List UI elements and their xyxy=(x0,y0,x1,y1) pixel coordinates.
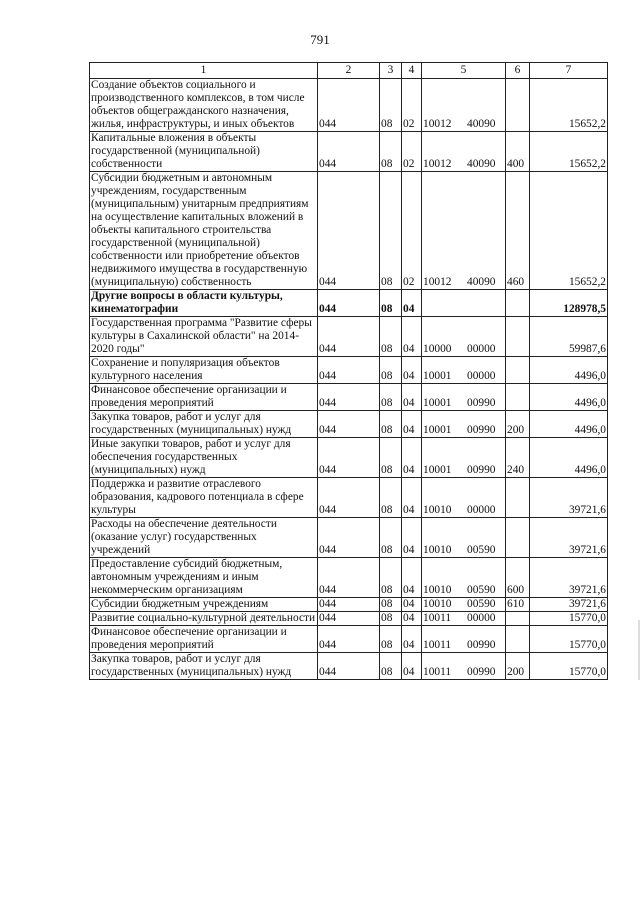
row-target-article-direction: 00000 xyxy=(467,612,496,624)
row-grbs: 044 xyxy=(318,290,380,317)
row-target-article xyxy=(422,558,506,598)
row-name: Развитие социально-культурной деятельности xyxy=(90,612,318,626)
row-target-article-program: 10011 xyxy=(423,639,452,651)
row-target-article-program: 10001 xyxy=(423,370,452,382)
row-expense-type xyxy=(506,357,530,384)
row-expense-type: 610 xyxy=(506,598,530,612)
row-subsection: 04 xyxy=(402,518,422,558)
row-grbs: 044 xyxy=(318,518,380,558)
row-target-article-program: 10012 xyxy=(423,276,452,288)
table-row xyxy=(90,172,608,290)
table-row xyxy=(90,290,608,317)
row-expense-type xyxy=(506,79,530,132)
row-target-article xyxy=(422,653,506,680)
row-name: Поддержка и развитие отраслевого образования, кадрового потенциала в сфере культуры xyxy=(90,478,318,518)
table-row xyxy=(90,478,608,518)
row-sum: 39721,6 xyxy=(530,558,608,598)
row-target-article-direction: 00000 xyxy=(467,370,496,382)
row-grbs: 044 xyxy=(318,357,380,384)
row-target-article-direction: 40090 xyxy=(467,158,496,170)
row-section: 08 xyxy=(380,438,402,478)
table-row xyxy=(90,384,608,411)
row-sum: 15770,0 xyxy=(530,653,608,680)
row-expense-type: 460 xyxy=(506,172,530,290)
row-target-article-program: 10010 xyxy=(423,584,452,596)
row-name: Капитальные вложения в объекты государственной (муниципальной) собственности xyxy=(90,132,318,172)
row-subsection: 04 xyxy=(402,478,422,518)
row-target-article xyxy=(422,384,506,411)
table-row xyxy=(90,411,608,438)
row-section: 08 xyxy=(380,612,402,626)
row-target-article xyxy=(422,317,506,357)
row-expense-type: 240 xyxy=(506,438,530,478)
row-name: Предоставление субсидий бюджетным, автономным учреждениям и иным некоммерческим организациям xyxy=(90,558,318,598)
row-grbs: 044 xyxy=(318,384,380,411)
row-sum: 59987,6 xyxy=(530,317,608,357)
row-subsection: 04 xyxy=(402,558,422,598)
row-name: Государственная программа "Развитие сферы культуры в Сахалинской области" на 2014-2020 годы" xyxy=(90,317,318,357)
row-name: Иные закупки товаров, работ и услуг для обеспечения государственных (муниципальных) нужд xyxy=(90,438,318,478)
row-section: 08 xyxy=(380,518,402,558)
row-target-article xyxy=(422,478,506,518)
row-target-article xyxy=(422,172,506,290)
row-section: 08 xyxy=(380,357,402,384)
table-row xyxy=(90,132,608,172)
row-sum: 15652,2 xyxy=(530,79,608,132)
row-name: Финансовое обеспечение организации и проведения мероприятий xyxy=(90,384,318,411)
row-section: 08 xyxy=(380,290,402,317)
row-target-article-program: 10000 xyxy=(423,343,452,355)
row-grbs: 044 xyxy=(318,478,380,518)
row-sum: 39721,6 xyxy=(530,478,608,518)
row-target-article-program: 10011 xyxy=(423,612,452,624)
row-section: 08 xyxy=(380,384,402,411)
table-row xyxy=(90,317,608,357)
budget-table xyxy=(89,62,608,680)
row-grbs: 044 xyxy=(318,598,380,612)
row-subsection: 04 xyxy=(402,411,422,438)
row-subsection: 02 xyxy=(402,79,422,132)
row-section: 08 xyxy=(380,626,402,653)
row-subsection: 04 xyxy=(402,598,422,612)
row-subsection: 02 xyxy=(402,132,422,172)
row-sum: 15652,2 xyxy=(530,132,608,172)
row-subsection: 04 xyxy=(402,384,422,411)
row-name: Закупка товаров, работ и услуг для государственных (муниципальных) нужд xyxy=(90,653,318,680)
row-sum: 39721,6 xyxy=(530,598,608,612)
row-name: Субсидии бюджетным учреждениям xyxy=(90,598,318,612)
row-target-article-direction: 00990 xyxy=(467,464,496,476)
row-grbs: 044 xyxy=(318,626,380,653)
row-subsection: 04 xyxy=(402,290,422,317)
row-section: 08 xyxy=(380,317,402,357)
row-target-article xyxy=(422,626,506,653)
table-row xyxy=(90,357,608,384)
table-row xyxy=(90,79,608,132)
row-section: 08 xyxy=(380,132,402,172)
row-name: Финансовое обеспечение организации и проведения мероприятий xyxy=(90,626,318,653)
row-expense-type: 200 xyxy=(506,411,530,438)
row-subsection: 04 xyxy=(402,626,422,653)
row-grbs: 044 xyxy=(318,172,380,290)
row-expense-type xyxy=(506,626,530,653)
row-target-article-direction: 40090 xyxy=(467,118,496,130)
row-subsection: 04 xyxy=(402,653,422,680)
row-section: 08 xyxy=(380,79,402,132)
row-target-article xyxy=(422,132,506,172)
table-row xyxy=(90,598,608,612)
row-target-article-program: 10010 xyxy=(423,544,452,556)
row-sum: 4496,0 xyxy=(530,438,608,478)
row-sum: 15652,2 xyxy=(530,172,608,290)
table-row xyxy=(90,626,608,653)
row-name: Создание объектов социального и производственного комплексов, в том числе объектов общегражданского назначения, жилья, инфраструктуры, и иных объектов xyxy=(90,79,318,132)
row-target-article xyxy=(422,411,506,438)
row-target-article xyxy=(422,598,506,612)
row-target-article-direction: 00990 xyxy=(467,424,496,436)
row-name: Другие вопросы в области культуры, кинематографии xyxy=(90,290,318,317)
row-name: Закупка товаров, работ и услуг для государственных (муниципальных) нужд xyxy=(90,411,318,438)
row-section: 08 xyxy=(380,598,402,612)
row-target-article-direction: 00990 xyxy=(467,666,496,678)
row-target-article-direction: 00590 xyxy=(467,544,496,556)
row-grbs: 044 xyxy=(318,653,380,680)
table-row xyxy=(90,438,608,478)
row-target-article-program: 10012 xyxy=(423,158,452,170)
row-expense-type xyxy=(506,612,530,626)
row-target-article-program: 10001 xyxy=(423,397,452,409)
row-sum: 39721,6 xyxy=(530,518,608,558)
row-subsection: 02 xyxy=(402,172,422,290)
row-name: Расходы на обеспечение деятельности (оказание услуг) государственных учреждений xyxy=(90,518,318,558)
header-cell: 1 xyxy=(90,63,318,79)
row-section: 08 xyxy=(380,172,402,290)
row-target-article-program: 10012 xyxy=(423,118,452,130)
row-target-article-program: 10001 xyxy=(423,424,452,436)
row-target-article-program: 10001 xyxy=(423,464,452,476)
row-expense-type xyxy=(506,317,530,357)
table-row xyxy=(90,653,608,680)
row-target-article-direction: 00590 xyxy=(467,598,496,610)
row-expense-type: 600 xyxy=(506,558,530,598)
row-subsection: 04 xyxy=(402,317,422,357)
row-sum: 15770,0 xyxy=(530,626,608,653)
row-expense-type xyxy=(506,518,530,558)
page-number: 791 xyxy=(310,32,330,47)
row-target-article-program: 10010 xyxy=(423,504,452,516)
row-expense-type: 400 xyxy=(506,132,530,172)
header-row xyxy=(90,63,608,79)
row-subsection: 04 xyxy=(402,438,422,478)
row-section: 08 xyxy=(380,653,402,680)
header-cell: 2 xyxy=(318,63,380,79)
row-expense-type xyxy=(506,290,530,317)
row-target-article xyxy=(422,438,506,478)
header-cell: 6 xyxy=(506,63,530,79)
row-sum: 4496,0 xyxy=(530,411,608,438)
row-target-article xyxy=(422,357,506,384)
row-grbs: 044 xyxy=(318,132,380,172)
row-grbs: 044 xyxy=(318,612,380,626)
row-sum: 15770,0 xyxy=(530,612,608,626)
row-section: 08 xyxy=(380,558,402,598)
row-expense-type xyxy=(506,478,530,518)
row-name: Сохранение и популяризация объектов культурного населения xyxy=(90,357,318,384)
row-grbs: 044 xyxy=(318,411,380,438)
row-grbs: 044 xyxy=(318,79,380,132)
row-expense-type: 200 xyxy=(506,653,530,680)
header-cell: 7 xyxy=(530,63,608,79)
row-grbs: 044 xyxy=(318,317,380,357)
row-target-article-program: 10011 xyxy=(423,666,452,678)
row-target-article xyxy=(422,612,506,626)
row-target-article xyxy=(422,290,506,317)
header-cell: 3 xyxy=(380,63,402,79)
header-cell: 4 xyxy=(402,63,422,79)
row-target-article xyxy=(422,518,506,558)
table-row xyxy=(90,612,608,626)
row-subsection: 04 xyxy=(402,357,422,384)
row-target-article-direction: 00590 xyxy=(467,584,496,596)
row-target-article-direction: 00000 xyxy=(467,343,496,355)
row-sum: 4496,0 xyxy=(530,357,608,384)
row-sum: 128978,5 xyxy=(530,290,608,317)
row-target-article-direction: 00990 xyxy=(467,639,496,651)
table-row xyxy=(90,518,608,558)
row-section: 08 xyxy=(380,478,402,518)
row-target-article xyxy=(422,79,506,132)
row-target-article-direction: 00000 xyxy=(467,504,496,516)
header-cell: 5 xyxy=(422,63,506,79)
row-subsection: 04 xyxy=(402,612,422,626)
row-target-article-direction: 40090 xyxy=(467,276,496,288)
row-name: Субсидии бюджетным и автономным учреждениям, государственным (муниципальным) унитарным предприятиям на осуществление капитальных вложений в объекты капитального строительства государственной (муниципальной) собственности или приобретение объектов недвижимого имущества в государственную (муниципальную) собственность xyxy=(90,172,318,290)
row-grbs: 044 xyxy=(318,438,380,478)
row-grbs: 044 xyxy=(318,558,380,598)
row-expense-type xyxy=(506,384,530,411)
row-section: 08 xyxy=(380,411,402,438)
row-sum: 4496,0 xyxy=(530,384,608,411)
row-target-article-program: 10010 xyxy=(423,598,452,610)
table-row xyxy=(90,558,608,598)
row-target-article-direction: 00990 xyxy=(467,397,496,409)
